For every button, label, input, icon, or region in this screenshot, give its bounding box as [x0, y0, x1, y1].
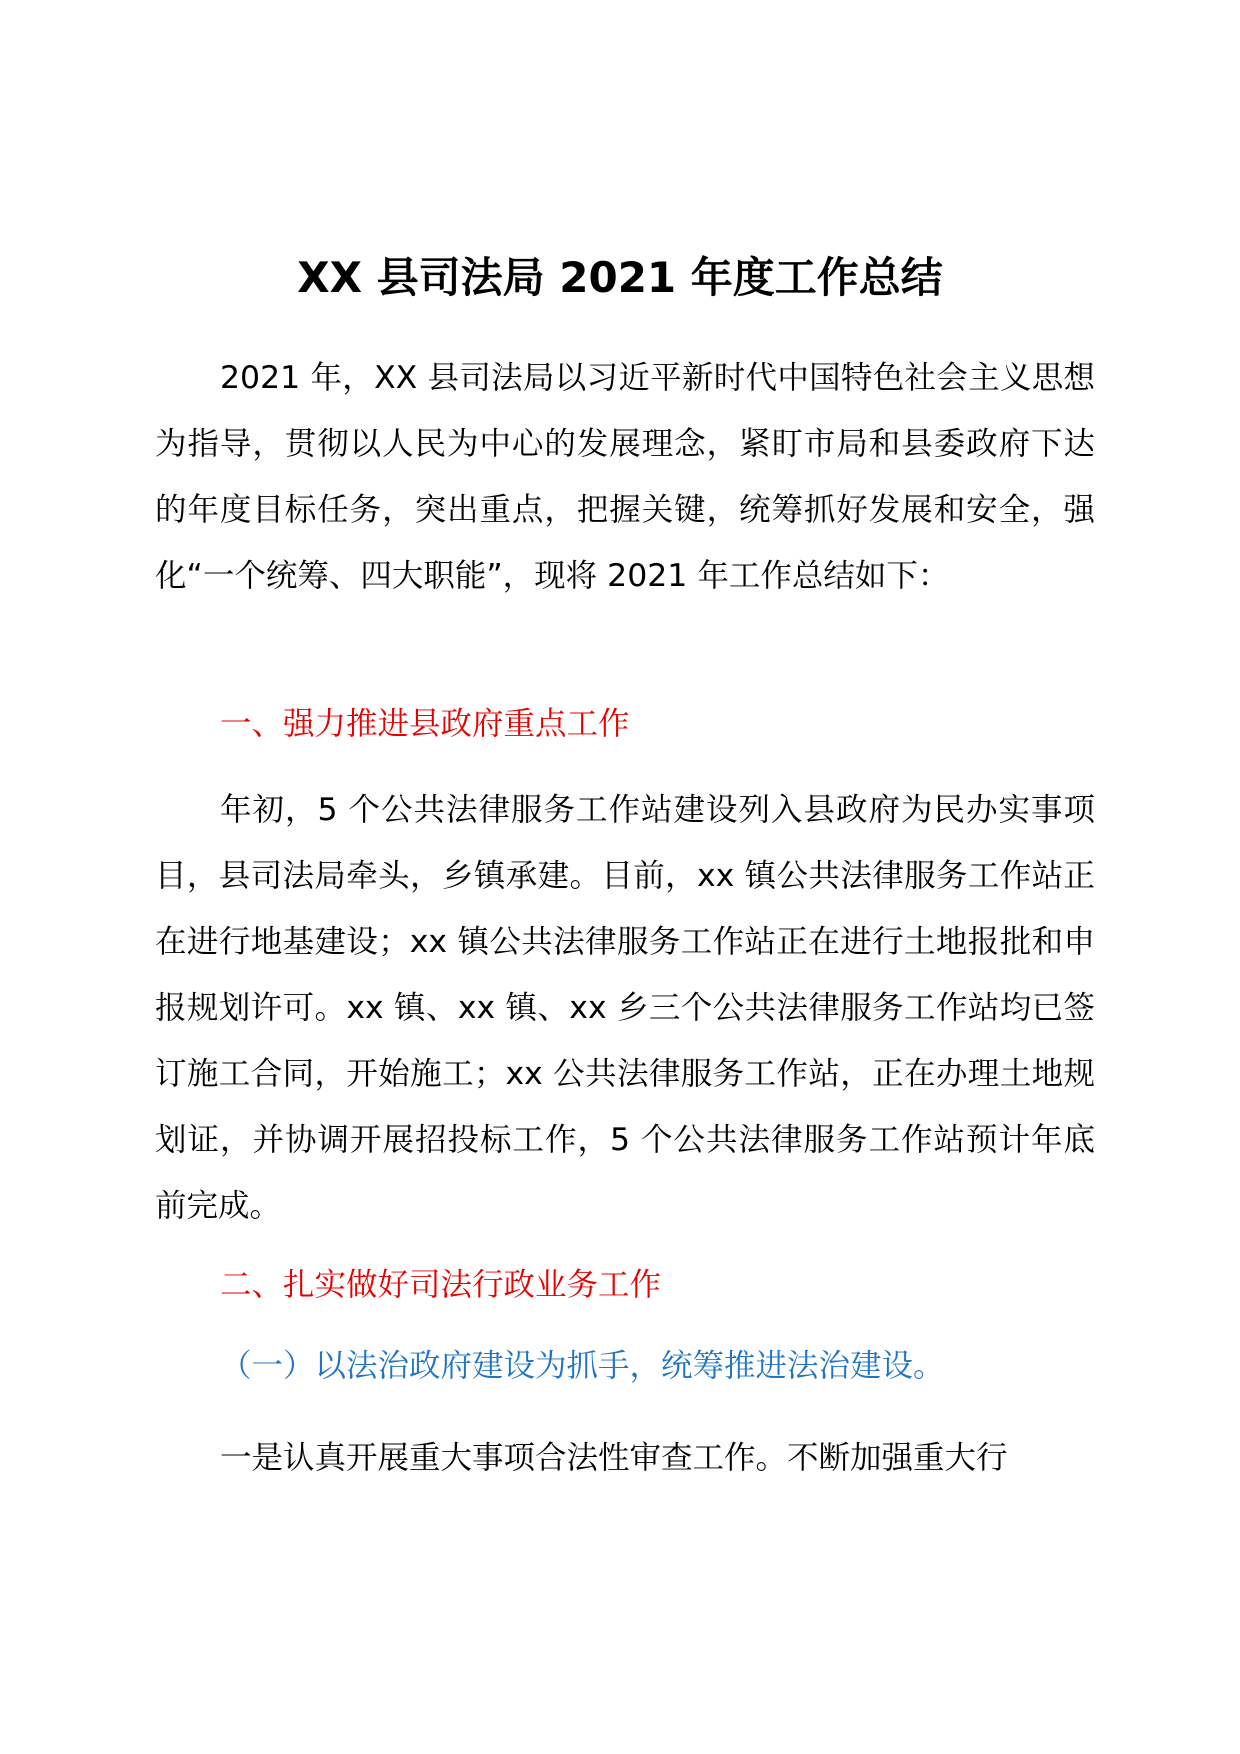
section-2-subheading: （一）以法治政府建设为抓手，统筹推进法治建设。 [220, 1348, 945, 1384]
document-title: XX 县司法局 2021 年度工作总结 [297, 253, 943, 302]
intro-paragraph: 2021 年，XX 县司法局以习近平新时代中国特色社会主义思想为指导，贯彻以人民为中心的发展理念，紧盯市局和县委政府下达的年度目标任务，突出重点，把握关键，统筹抓好发展和安全，强化“一个统筹、四大职能”，现将 2021 年工作总结如下： [155, 360, 1095, 594]
section-1-paragraph: 年初，5 个公共法律服务工作站建设列入县政府为民办实事项目，县司法局牵头，乡镇承建。目前，xx 镇公共法律服务工作站正在进行地基建设；xx 镇公共法律服务工作站正在进行土地报批和申报规划许可。xx 镇、xx 镇、xx 乡三个公共法律服务工作站均已签订施工合同，开始施工；xx 公共法律服务工作站，正在办理土地规划证，并协调开展招投标工作，5 个公共法律服务工作站预计年底前完成。 [155, 792, 1095, 1224]
section-2-paragraph: 一是认真开展重大事项合法性审查工作。不断加强重大行 [220, 1440, 1008, 1476]
section-1-heading: 一、强力推进县政府重点工作 [220, 706, 630, 742]
section-2-heading: 二、扎实做好司法行政业务工作 [220, 1267, 662, 1303]
